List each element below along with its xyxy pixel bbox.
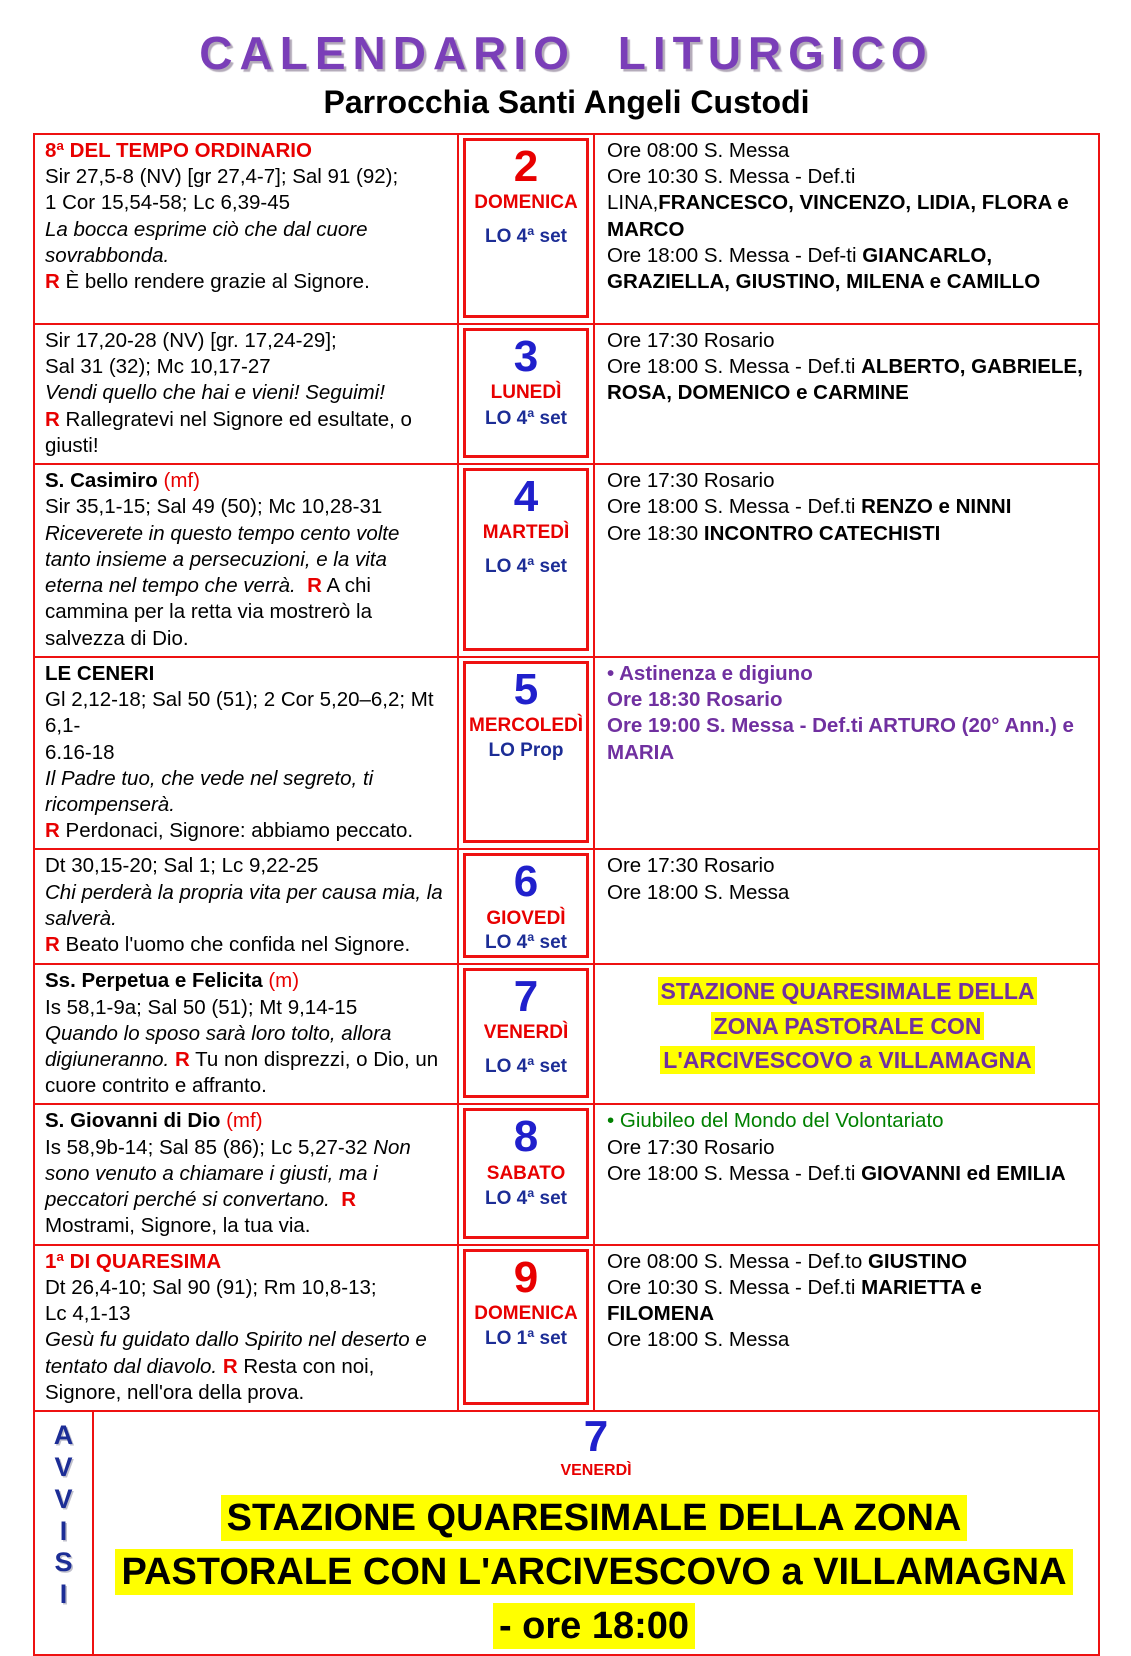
day-name: VENERDÌ <box>483 1022 569 1044</box>
liturgy-of-hours: LO 4ª set <box>484 555 567 577</box>
readings-ref: Sir 35,1-15; Sal 49 (50); Mc 10,28-31 <box>45 495 383 519</box>
readings-cell <box>35 965 459 1103</box>
day-number: 6 <box>513 857 539 907</box>
avvisi-day-name: VENERDÌ <box>560 1462 632 1480</box>
readings-ref: Dt 30,15-20; Sal 1; Lc 9,22-25 <box>45 854 319 878</box>
saint-title: S. Casimiro (mf) <box>45 469 200 493</box>
day-number: 8 <box>513 1112 539 1162</box>
schedule-line: Ore 18:00 S. Messa - Def.ti RENZO e NINNI <box>607 495 1012 519</box>
day-number: 5 <box>513 664 539 714</box>
feast-title: LE CENERI <box>45 661 155 685</box>
day-cell <box>459 1246 595 1410</box>
table-row <box>35 1103 1098 1243</box>
gospel-quote: Il Padre tuo, che vede nel segreto, ti ricompenserà. <box>45 766 374 816</box>
responsorial <box>45 521 449 652</box>
liturgy-of-hours: LO 4ª set <box>484 931 567 953</box>
response-text: Beato l'uomo che confida nel Signore. <box>65 933 411 957</box>
responsorial <box>45 818 449 844</box>
response-text: Perdonaci, Signore: abbiamo peccato. <box>65 819 414 843</box>
table-row <box>35 848 1098 963</box>
avvisi-section <box>33 1410 1100 1656</box>
gospel-quote: La bocca esprime ciò che dal cuore sovrabbonda. <box>45 217 368 267</box>
readings-ref: Dt 26,4-10; Sal 90 (91); Rm 10,8-13; <box>45 1275 377 1299</box>
day-name: DOMENICA <box>474 1302 578 1324</box>
table-row <box>35 323 1098 463</box>
schedule-cell <box>595 1246 1098 1410</box>
day-cell <box>459 965 595 1103</box>
schedule-cell <box>595 1105 1098 1243</box>
readings-cell <box>35 135 459 323</box>
readings-cell <box>35 325 459 463</box>
schedule-cell <box>595 325 1098 463</box>
table-row <box>35 656 1098 849</box>
day-name: DOMENICA <box>474 192 578 214</box>
day-name: SABATO <box>486 1162 566 1184</box>
page-title: CALENDARIO LITURGICO <box>199 27 934 79</box>
jubilee-note: • Giubileo del Mondo del Volontariato <box>607 1109 944 1133</box>
day-cell <box>459 1105 595 1243</box>
readings-ref: Sir 27,5-8 (NV) [gr 27,4-7]; Sal 91 (92); <box>45 165 399 189</box>
response-text: Rallegratevi nel Signore ed esultate, o giusti! <box>45 407 412 457</box>
readings-ref: 6.16-18 <box>45 740 115 764</box>
table-row <box>35 1244 1098 1410</box>
responsorial <box>45 407 449 459</box>
readings-cell <box>35 465 459 656</box>
day-number: 7 <box>513 972 539 1022</box>
gospel-quote: Vendi quello che hai e vieni! Seguimi! <box>45 381 385 405</box>
day-name: MARTEDÌ <box>482 522 570 544</box>
response-marker: R <box>45 819 60 843</box>
day-number: 9 <box>513 1252 539 1302</box>
response-marker: R <box>174 1047 190 1071</box>
responsorial <box>45 1021 449 1100</box>
day-name: MERCOLEDÌ <box>469 715 583 736</box>
schedule-line: Ore 17:30 Rosario <box>607 854 775 878</box>
response-marker: R <box>45 933 60 957</box>
readings-ref: Sir 17,20-28 (NV) [gr. 17,24-29]; <box>45 329 337 352</box>
avvisi-announcement: STAZIONE QUARESIMALE DELLA ZONA PASTORALE CON L'ARCIVESCOVO a VILLAMAGNA - ore 18:00 <box>108 1492 1080 1654</box>
schedule-line: LINA,FRANCESCO, VINCENZO, LIDIA, FLORA e MARCO <box>607 191 1069 241</box>
response-text: Resta con noi, Signore, nell'ora della prova. <box>45 1354 375 1404</box>
readings-ref: Is 58,9b-14; Sal 85 (86); Lc 5,27-32 <box>45 1135 368 1159</box>
table-row <box>35 135 1098 323</box>
readings-ref: Sal 31 (32); Mc 10,17-27 <box>45 355 271 379</box>
day-cell <box>459 850 595 963</box>
day-name: GIOVEDÌ <box>486 907 566 929</box>
liturgy-of-hours: LO 4ª set <box>484 225 567 247</box>
schedule-line: Ore 18:30 INCONTRO CATECHISTI <box>607 521 941 545</box>
feast-title: 8ª DEL TEMPO ORDINARIO <box>45 139 312 162</box>
responsorial <box>45 1135 449 1240</box>
memorial-rank: (mf) <box>163 469 200 493</box>
schedule-line: Ore 08:00 S. Messa - Def.to GIUSTINO <box>607 1249 968 1273</box>
day-name: LUNEDÌ <box>490 382 562 404</box>
lenten-station-announcement: STAZIONE QUARESIMALE DELLA ZONA PASTORALE CON L'ARCIVESCOVO a VILLAMAGNA <box>644 974 1052 1078</box>
avvisi-day-number: 7 <box>583 1412 609 1462</box>
schedule-line: Ore 18:00 S. Messa - Def.ti GIOVANNI ed EMILIA <box>607 1161 1066 1185</box>
schedule-line: Ore 10:30 S. Messa - Def.ti MARIETTA e FILOMENA <box>607 1275 982 1326</box>
response-marker: R <box>45 270 60 294</box>
schedule-line: Ore 17:30 Rosario <box>607 1135 775 1159</box>
day-number: 2 <box>513 142 539 191</box>
penance-note: • Astinenza e digiuno <box>607 661 813 685</box>
day-cell <box>459 325 595 463</box>
readings-cell <box>35 658 459 849</box>
schedule-line: Ore 19:00 S. Messa - Def.ti ARTURO (20° Ann.) e MARIA <box>607 714 1074 764</box>
schedule-line: Ore 18:30 Rosario <box>607 688 783 712</box>
response-text: Tu non disprezzi, o Dio, un cuore contrito e affranto. <box>45 1047 439 1098</box>
memorial-rank: (mf) <box>226 1109 263 1133</box>
readings-cell <box>35 1246 459 1410</box>
day-number: 3 <box>513 332 539 381</box>
gospel-quote: Riceverete in questo tempo cento volte tanto insieme a persecuzioni, e la vita eterna nel tempo che verrà. <box>45 521 400 598</box>
feast-title: 1ª DI QUARESIMA <box>45 1249 222 1273</box>
liturgy-of-hours: LO 4ª set <box>484 1055 567 1077</box>
schedule-line: Ore 18:00 S. Messa <box>607 1328 790 1352</box>
readings-ref: Gl 2,12-18; Sal 50 (51); 2 Cor 5,20–6,2; Mt 6,1- <box>45 688 434 738</box>
table-row <box>35 963 1098 1103</box>
response-marker: R <box>222 1354 238 1378</box>
response-marker: R <box>307 574 322 598</box>
saint-title: S. Giovanni di Dio (mf) <box>45 1109 263 1133</box>
gospel-quote: Chi perderà la propria vita per causa mia, la salverà. <box>45 880 443 930</box>
responsorial <box>45 932 449 958</box>
response-marker: R <box>45 407 60 431</box>
readings-ref: 1 Cor 15,54-58; Lc 6,39-45 <box>45 191 291 215</box>
schedule-cell <box>595 465 1098 656</box>
schedule-line: Ore 17:30 Rosario <box>607 329 775 352</box>
day-number: 4 <box>513 472 539 522</box>
schedule-line: Ore 18:00 S. Messa <box>607 880 790 904</box>
response-text: Mostrami, Signore, la tua via. <box>45 1214 311 1238</box>
response-marker: R <box>341 1188 357 1212</box>
gospel-quote: Gesù fu guidato dallo Spirito nel deserto e tentato dal diavolo. <box>45 1328 427 1378</box>
response-text: È bello rendere grazie al Signore. <box>65 270 370 294</box>
liturgy-of-hours: LO 4ª set <box>484 407 567 429</box>
response-text: A chi cammina per la retta via mostrerò la salvezza di Dio. <box>45 574 372 650</box>
day-cell <box>459 465 595 656</box>
responsorial <box>45 269 449 295</box>
liturgy-of-hours: LO 1ª set <box>484 1328 567 1350</box>
readings-cell <box>35 1105 459 1243</box>
memorial-rank: (m) <box>268 969 300 993</box>
schedule-line: Ore 08:00 S. Messa <box>607 139 790 162</box>
schedule-cell <box>595 850 1098 963</box>
schedule-cell <box>595 965 1098 1103</box>
gospel-quote: Non sono venuto a chiamare i giusti, ma i peccatori perché si convertano. <box>45 1135 411 1212</box>
schedule-line: Ore 10:30 S. Messa - Def.ti <box>607 165 856 189</box>
readings-ref: Is 58,1-9a; Sal 50 (51); Mt 9,14-15 <box>45 995 358 1019</box>
readings-ref: Lc 4,1-13 <box>45 1302 131 1326</box>
saint-title: Ss. Perpetua e Felicita (m) <box>45 969 300 993</box>
parish-subtitle: Parrocchia Santi Angeli Custodi <box>323 84 810 120</box>
schedule-line: Ore 18:00 S. Messa - Def-ti GIANCARLO, GRAZIELLA, GIUSTINO, MILENA e CAMILLO <box>607 243 1041 294</box>
responsorial <box>45 1327 449 1406</box>
schedule-line: Ore 18:00 S. Messa - Def.ti ALBERTO, GABRIELE, ROSA, DOMENICO e CARMINE <box>607 355 1083 405</box>
liturgy-of-hours: LO 4ª set <box>484 1187 567 1209</box>
day-cell <box>459 658 595 849</box>
schedule-cell <box>595 135 1098 323</box>
gospel-quote: Quando lo sposo sarà loro tolto, allora digiuneranno. <box>45 1021 392 1071</box>
table-row <box>35 463 1098 656</box>
liturgy-of-hours: LO Prop <box>488 740 564 762</box>
liturgical-calendar-table <box>33 133 1100 1410</box>
day-cell <box>459 135 595 323</box>
avvisi-content <box>94 1412 1098 1654</box>
schedule-line: Ore 17:30 Rosario <box>607 469 775 493</box>
avvisi-vertical-label: A V V I S I <box>35 1412 94 1654</box>
schedule-cell <box>595 658 1098 849</box>
readings-cell <box>35 850 459 963</box>
